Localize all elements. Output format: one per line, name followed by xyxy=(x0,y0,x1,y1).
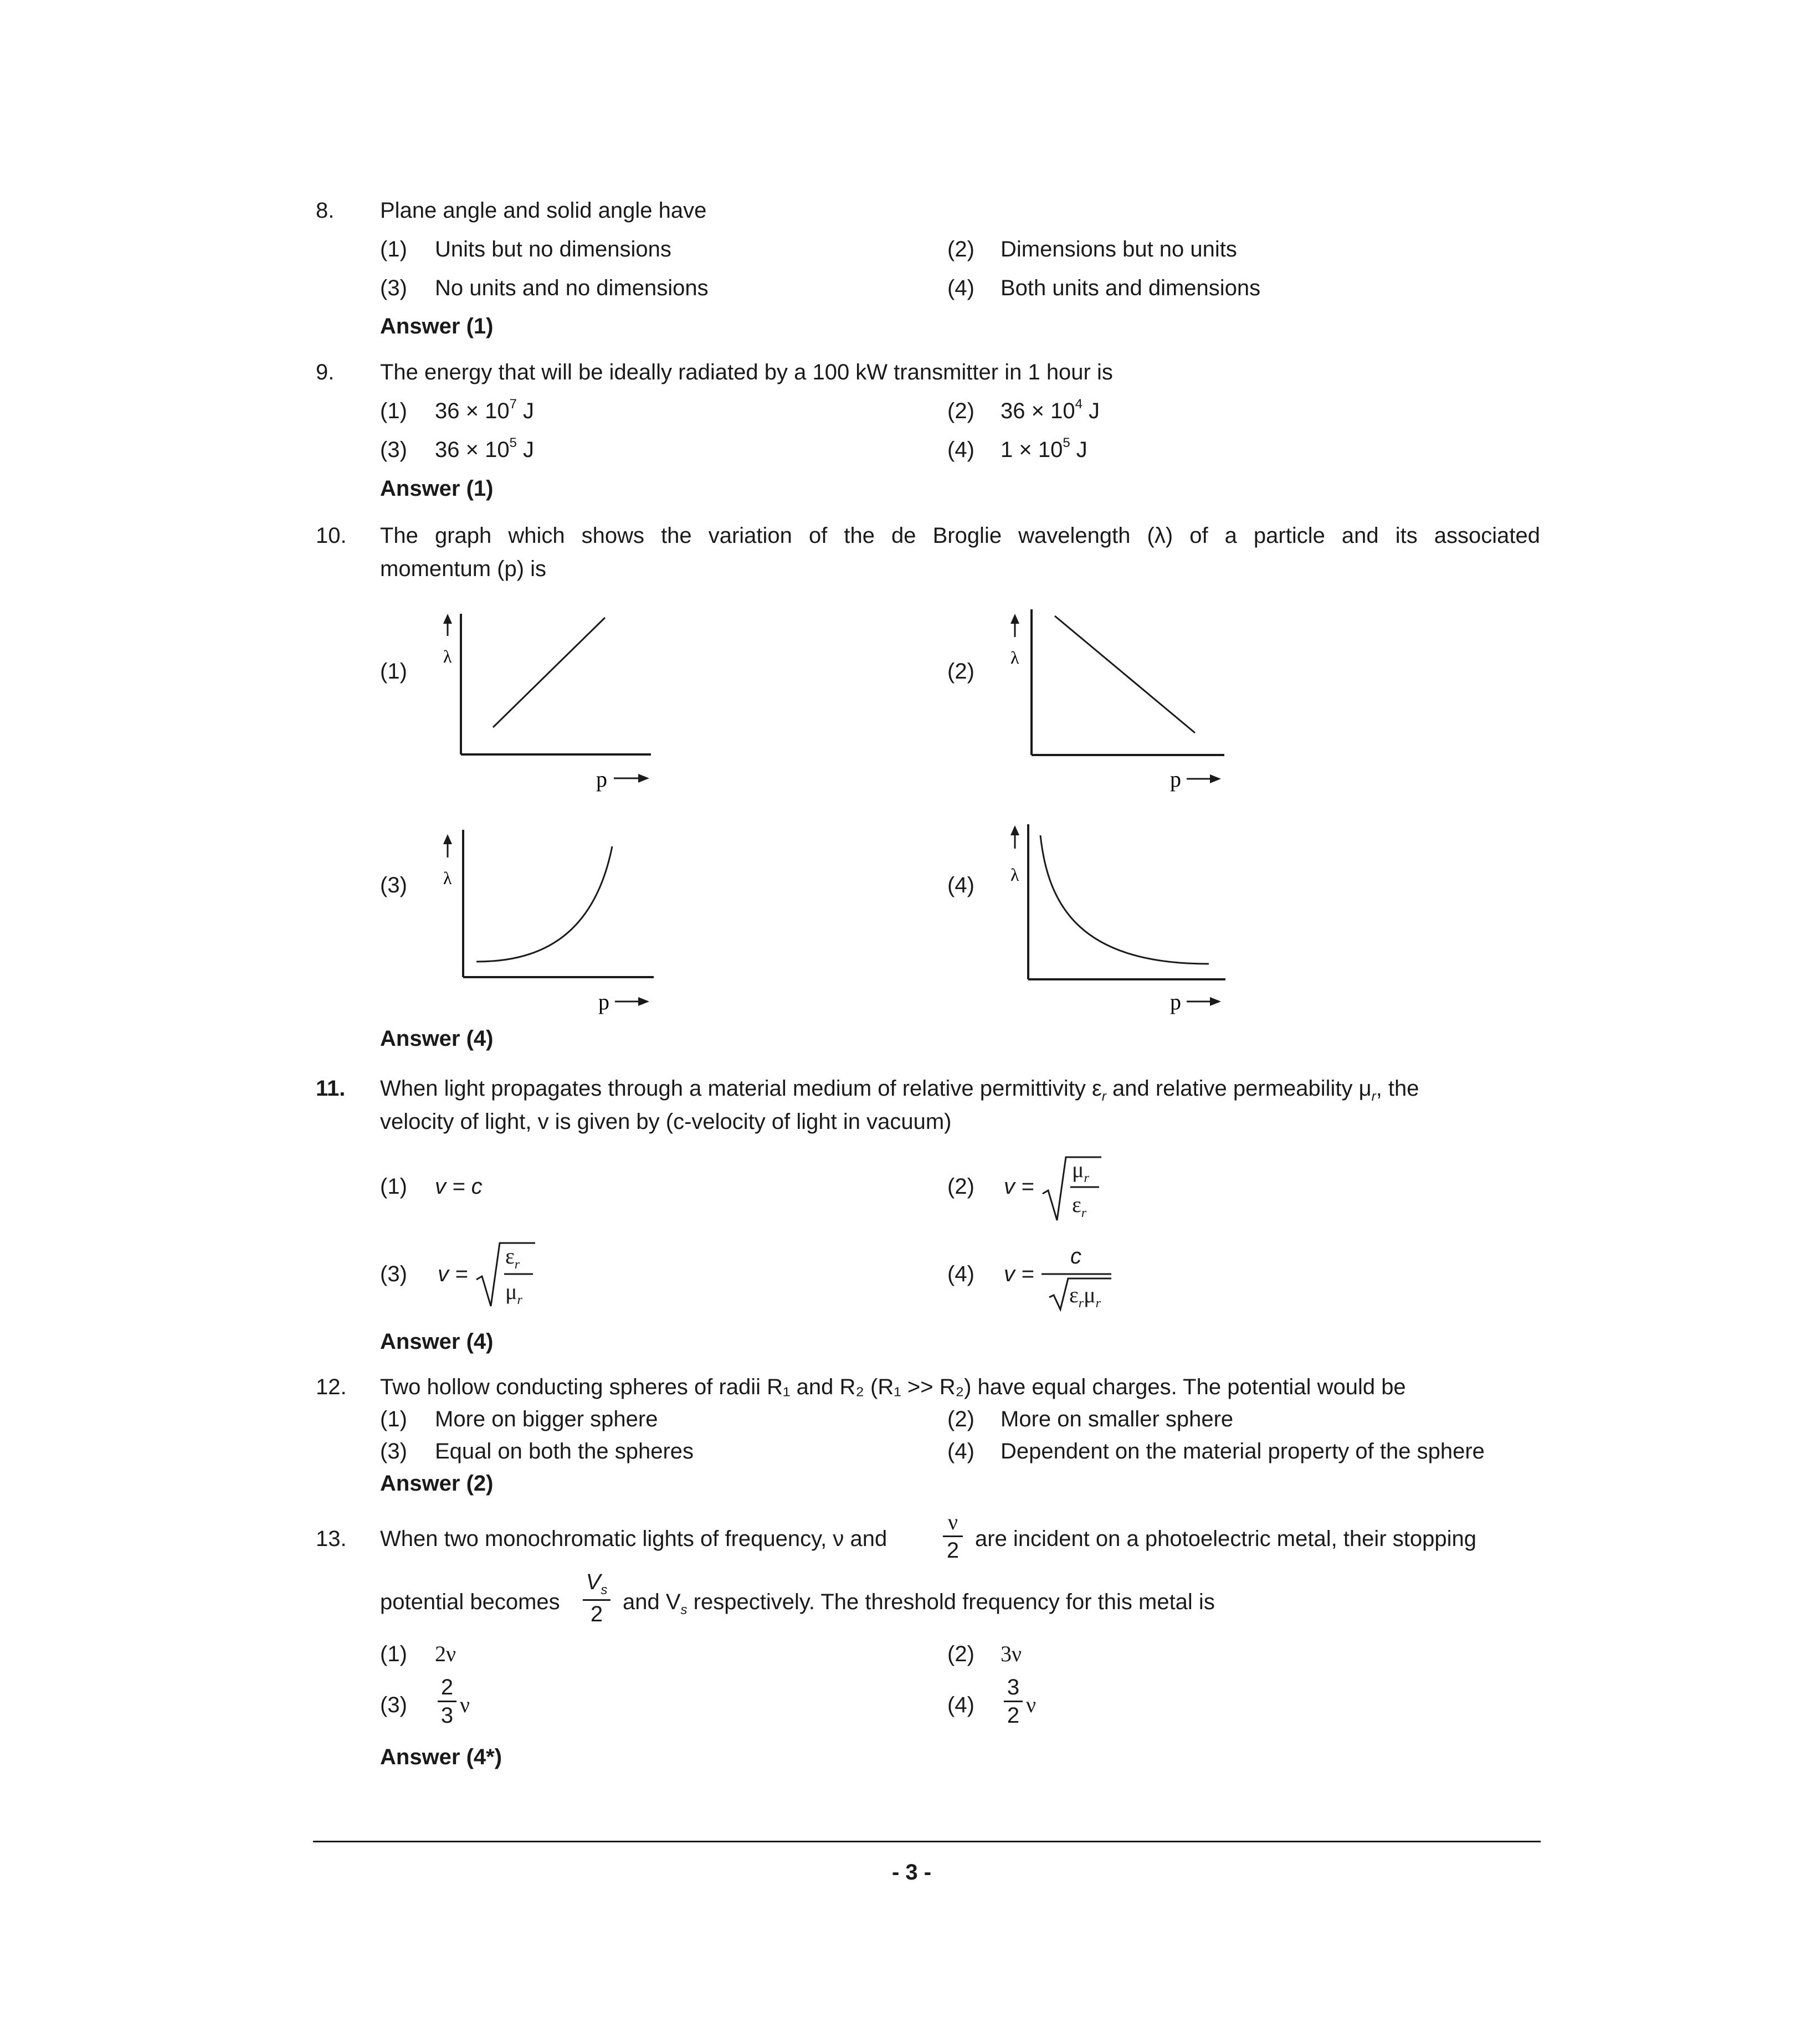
q8-text: Plane angle and solid angle have xyxy=(380,198,707,223)
q10-graph1 xyxy=(432,609,665,792)
q10-line2: momentum (p) is xyxy=(380,557,547,581)
q12-option3: Equal on both the spheres xyxy=(435,1439,694,1463)
q10-graph4-y-label: λ xyxy=(1010,865,1019,885)
q10-option3-label: (3) xyxy=(380,873,407,897)
q8-option3-label: (3) xyxy=(380,276,407,300)
q8-option1-label: (1) xyxy=(380,237,407,261)
q9-option4-label: (4) xyxy=(947,438,974,462)
q8-option4-label: (4) xyxy=(947,276,974,300)
q13-option4-fraction: 3 2 xyxy=(1004,1676,1023,1727)
q10-line1: The graph which shows the variation of the de Broglie wavelength (λ) of a particle and its associated xyxy=(380,523,1540,548)
q10-answer: Answer (4) xyxy=(380,1026,494,1051)
q13-answer: Answer (4*) xyxy=(380,1745,502,1769)
q12-option2: More on smaller sphere xyxy=(1001,1407,1234,1431)
q8-option1: Units but no dimensions xyxy=(435,237,671,261)
q8-option3: No units and no dimensions xyxy=(435,276,709,300)
q10-graph4-x-label: p xyxy=(1170,989,1181,1014)
q10-graph3-y-label: λ xyxy=(443,868,452,888)
q11-option3-numerator: $\varepsilon_r$ xyxy=(505,1244,520,1272)
q9-option1-label: (1) xyxy=(380,399,407,423)
q9-option3: $36 \times 10^5$ J xyxy=(435,435,535,462)
q12-option1-label: (1) xyxy=(380,1407,407,1431)
footer-rule xyxy=(313,1841,1541,1842)
q13-line1a: When two monochromatic lights of frequency, ν and xyxy=(380,1527,887,1551)
q11-line1: When light propagates through a material medium of relative permittivity $\varepsilon_r$ and relative permeability $\mu_r$, the xyxy=(380,1076,1419,1104)
q8-option2-label: (2) xyxy=(947,237,974,261)
q10-graph1-y-label: λ xyxy=(443,646,452,666)
q10-graph1-x-label: p xyxy=(596,767,607,792)
q9-option1: $36 \times 10^7$ J xyxy=(435,397,535,423)
q8-number: 8. xyxy=(316,198,335,223)
q9-answer: Answer (1) xyxy=(380,476,494,501)
q10-option4-label: (4) xyxy=(947,873,974,897)
q11-option3-veq: v = xyxy=(438,1262,468,1286)
q12-option4: Dependent on the material property of the sphere xyxy=(1001,1439,1485,1463)
q12-option4-label: (4) xyxy=(947,1439,974,1463)
q13-option3-label: (3) xyxy=(380,1693,407,1717)
q13-line1b: are incident on a photoelectric metal, their stopping xyxy=(975,1527,1476,1551)
q11-option2-denominator: $\varepsilon_r$ xyxy=(1072,1192,1087,1220)
q13-option2: 3ν xyxy=(1001,1641,1022,1666)
q10-graph2-y-label: λ xyxy=(1010,648,1019,667)
q13-option4-nu: ν xyxy=(1026,1692,1037,1717)
q10-graph4 xyxy=(1004,819,1237,1013)
q11-option3-denominator: $\mu_r$ xyxy=(505,1279,522,1307)
q10-number: 10. xyxy=(316,523,347,548)
q12-text: Two hollow conducting spheres of radii R₁ and R₂ (R₁ >> R₂) have equal charges. The potential would be xyxy=(380,1375,1406,1399)
q10-option2-label: (2) xyxy=(947,659,974,684)
q11-number: 11. xyxy=(316,1076,346,1101)
q11-option1: v = c xyxy=(435,1174,483,1199)
q12-option3-label: (3) xyxy=(380,1439,407,1463)
q11-option1-label: (1) xyxy=(380,1174,407,1199)
q10-graph2 xyxy=(1004,604,1237,792)
q11-option4-veq: v = xyxy=(1004,1262,1034,1286)
q13-option3-nu: ν xyxy=(460,1692,470,1717)
q13-nu-over-2: ν 2 xyxy=(943,1511,963,1562)
q10-graph3 xyxy=(432,824,665,1013)
q12-answer: Answer (2) xyxy=(380,1471,494,1496)
q11-option2-veq: v = xyxy=(1004,1174,1034,1199)
q12-option2-label: (2) xyxy=(947,1407,974,1431)
q8-answer: Answer (1) xyxy=(380,314,494,338)
q11-answer: Answer (4) xyxy=(380,1329,494,1354)
q13-line2b: and $V_s$ respectively. The threshold frequency for this metal is xyxy=(623,1590,1215,1617)
q9-number: 9. xyxy=(316,360,335,384)
q11-option4-label: (4) xyxy=(947,1262,974,1286)
q13-vs-over-2: $V_s$ 2 xyxy=(583,1571,610,1625)
q9-option4: $1 \times 10^5$ J xyxy=(1001,435,1087,462)
q10-option1-label: (1) xyxy=(380,659,407,684)
q9-option2: $36 \times 10^4$ J xyxy=(1001,397,1100,423)
q12-number: 12. xyxy=(316,1375,347,1399)
q8-option4: Both units and dimensions xyxy=(1001,276,1261,300)
q13-line2a: potential becomes xyxy=(380,1590,560,1614)
q10-graph2-x-label: p xyxy=(1170,767,1181,792)
q11-line2: velocity of light, v is given by (c-velocity of light in vacuum) xyxy=(380,1110,952,1134)
q11-option2-label: (2) xyxy=(947,1174,974,1199)
q11-option2-numerator: $\mu_r$ xyxy=(1072,1157,1089,1185)
q13-option1: 2ν xyxy=(435,1641,456,1666)
q13-option4-label: (4) xyxy=(947,1693,974,1717)
q10-graph3-x-label: p xyxy=(598,989,609,1014)
q11-option4-denominator: $\varepsilon_r\mu_r$ xyxy=(1069,1282,1101,1311)
page-number: - 3 - xyxy=(892,1860,932,1884)
q8-option2: Dimensions but no units xyxy=(1001,237,1237,261)
q11-option3-label: (3) xyxy=(380,1262,407,1286)
q9-option3-label: (3) xyxy=(380,438,407,462)
q12-option1: More on bigger sphere xyxy=(435,1407,658,1431)
q13-option3-fraction: 2 3 xyxy=(438,1676,456,1727)
q13-option2-label: (2) xyxy=(947,1642,974,1666)
q13-number: 13. xyxy=(316,1527,347,1551)
q13-option1-label: (1) xyxy=(380,1642,407,1666)
q9-text: The energy that will be ideally radiated by a 100 kW transmitter in 1 hour is xyxy=(380,360,1113,384)
q11-option4-numerator: c xyxy=(1070,1244,1081,1268)
q9-option2-label: (2) xyxy=(947,399,974,423)
